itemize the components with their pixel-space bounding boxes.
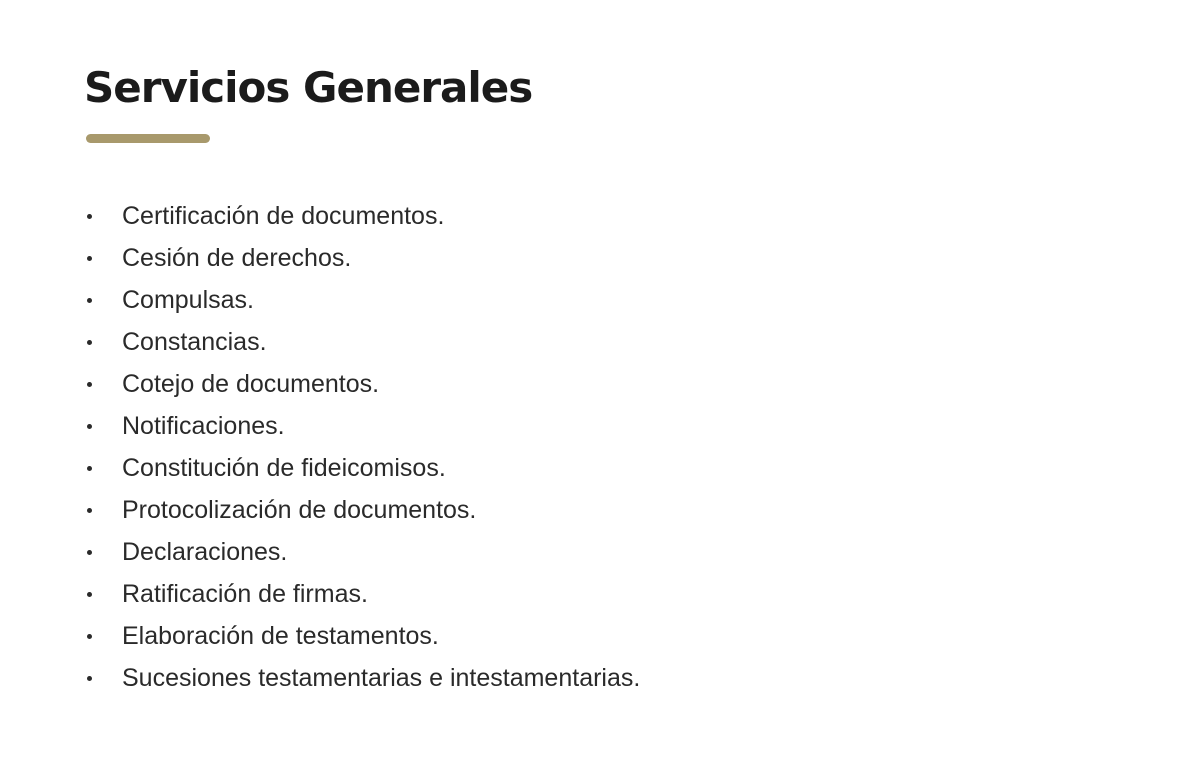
- bullet-icon: [87, 592, 92, 597]
- services-list: [84, 195, 640, 699]
- service-item: [84, 573, 640, 615]
- service-label: Cesión de derechos.: [122, 244, 352, 272]
- service-item: [84, 363, 640, 405]
- service-item: [84, 321, 640, 363]
- service-label: Elaboración de testamentos.: [122, 622, 439, 650]
- service-item: [84, 405, 640, 447]
- bullet-icon: [87, 214, 92, 219]
- service-label: Declaraciones.: [122, 538, 288, 566]
- page-title: Servicios Generales: [84, 63, 533, 112]
- service-label: Compulsas.: [122, 286, 254, 314]
- bullet-icon: [87, 466, 92, 471]
- service-item: [84, 279, 640, 321]
- service-item: [84, 237, 640, 279]
- bullet-icon: [87, 676, 92, 681]
- service-label: Constitución de fideicomisos.: [122, 454, 446, 482]
- bullet-icon: [87, 298, 92, 303]
- bullet-icon: [87, 256, 92, 261]
- service-label: Sucesiones testamentarias e intestamentarias.: [122, 664, 641, 692]
- title-underline-accent: [86, 134, 210, 143]
- service-item: [84, 195, 640, 237]
- service-label: Ratificación de firmas.: [122, 580, 368, 608]
- service-item: [84, 615, 640, 657]
- service-item: [84, 657, 640, 699]
- bullet-icon: [87, 424, 92, 429]
- bullet-icon: [87, 508, 92, 513]
- bullet-icon: [87, 382, 92, 387]
- service-label: Cotejo de documentos.: [122, 370, 380, 398]
- bullet-icon: [87, 550, 92, 555]
- service-label: Constancias.: [122, 328, 267, 356]
- service-label: Protocolización de documentos.: [122, 496, 477, 524]
- bullet-icon: [87, 634, 92, 639]
- service-item: [84, 531, 640, 573]
- service-label: Certificación de documentos.: [122, 202, 445, 230]
- service-item: [84, 447, 640, 489]
- bullet-icon: [87, 340, 92, 345]
- service-label: Notificaciones.: [122, 412, 285, 440]
- service-item: [84, 489, 640, 531]
